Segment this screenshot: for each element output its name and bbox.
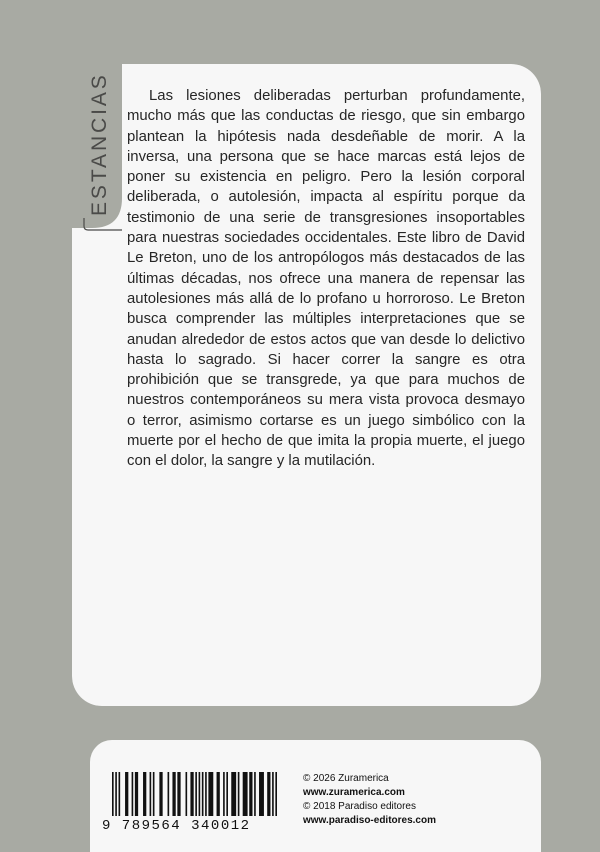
barcode-bar: [119, 772, 121, 816]
barcode-bar: [272, 772, 274, 816]
series-label-text: ESTANCIAS: [88, 72, 111, 216]
barcode-bar: [254, 772, 256, 816]
barcode-bar: [223, 772, 225, 816]
barcode-bar: [112, 772, 114, 816]
barcode-bar: [125, 772, 128, 816]
barcode-bar: [199, 772, 201, 816]
barcode-bar: [195, 772, 197, 816]
barcode-bar: [231, 772, 236, 816]
back-cover-blurb: Las lesiones deliberadas perturban profundamente, mucho más que las conductas de riesgo, que sin embargo plantean la hipótesis nada desdeñable de morir. A la inversa, una persona que se hace marcas está lejos de poner su existencia en peligro. Pero la lesión corporal deliberada, o autolesión, impacta al espíritu porque da testimonio de una serie de transgresiones insoportables para nuestras sociedades occidentales. Este libro de David Le Breton, uno de los antropólogos más destacados de las últimas décadas, nos ofrece una manera de repensar las autolesiones más allá de lo profano u horroroso. Le Breton busca comprender las múltiples interpretaciones que se anudan alrededor de estos actos que van desde lo delictivo hasta lo sagrado. Si hacer correr la sangre es otra prohibición que se transgrede, ya que para muchos de nuestros contemporáneos su mera vista provoca desmayo o terror, asimismo cortarse es un juego simbólico con la muerte por el hecho de que imita la propia muerte, el juego con el dolor, la sangre y la mutilación.: [127, 88, 525, 470]
barcode-bar: [238, 772, 240, 816]
barcode-bar: [275, 772, 277, 816]
barcode-bar: [190, 772, 193, 816]
barcode-bar: [208, 772, 213, 816]
barcode-bar: [153, 772, 155, 816]
zuramerica-link[interactable]: www.zuramerica.com: [303, 787, 405, 798]
barcode-bar: [115, 772, 117, 816]
barcode-bar: [243, 772, 248, 816]
barcode-bar: [135, 772, 138, 816]
credit-line-3: © 2018 Paradiso editores: [303, 801, 416, 812]
barcode-bar: [202, 772, 204, 816]
barcode-bar: [132, 772, 134, 816]
publisher-credits: [303, 772, 436, 828]
barcode-bar: [177, 772, 180, 816]
barcode-bar: [205, 772, 207, 816]
barcode-bar: [217, 772, 220, 816]
barcode-bar: [259, 772, 264, 816]
isbn-number: 9 789564 340012: [102, 818, 251, 834]
series-label: [82, 70, 112, 218]
barcode: [112, 772, 277, 816]
barcode-bar: [172, 772, 175, 816]
barcode-bar: [186, 772, 188, 816]
barcode-bar: [226, 772, 228, 816]
barcode-bar: [150, 772, 152, 816]
series-divider: [82, 216, 122, 236]
barcode-bar: [143, 772, 146, 816]
barcode-bar: [249, 772, 252, 816]
barcode-bar: [267, 772, 270, 816]
barcode-bar: [159, 772, 162, 816]
barcode-bar: [168, 772, 170, 816]
credit-line-1: © 2026 Zuramerica: [303, 773, 389, 784]
paradiso-link[interactable]: www.paradiso-editores.com: [303, 815, 436, 826]
